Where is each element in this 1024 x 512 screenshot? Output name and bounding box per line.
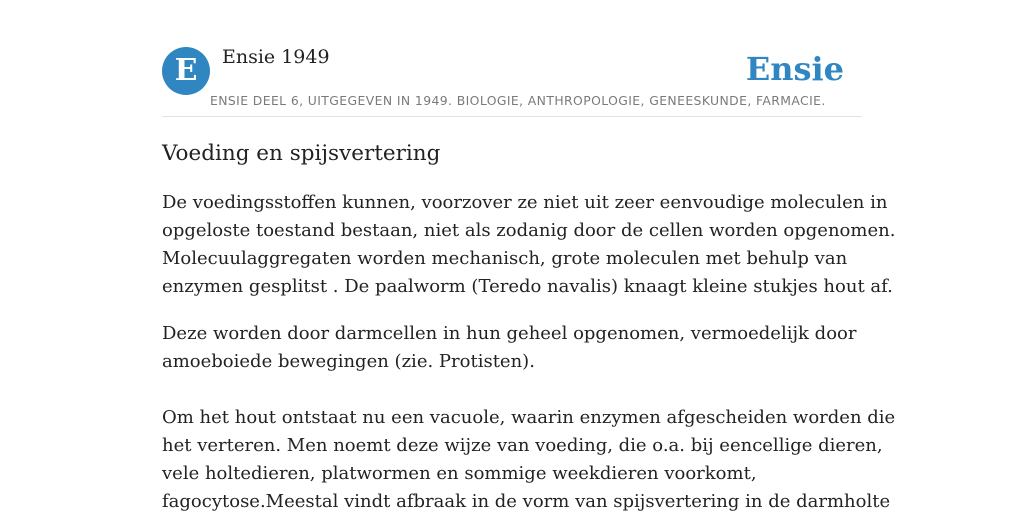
site-header	[162, 46, 862, 117]
paragraph-line: amoeboiede bewegingen (zie. Protisten).	[162, 351, 535, 372]
site-title[interactable]: Ensie 1949	[222, 46, 330, 68]
article-paragraph-2	[162, 320, 862, 376]
paragraph-line: het verteren. Men noemt deze wijze van voeding, die o.a. bij eencellige dieren,	[162, 435, 883, 456]
ensie-logo-badge[interactable]: E	[162, 47, 210, 95]
paragraph-line: opgeloste toestand bestaan, niet als zodanig door de cellen worden opgenomen.	[162, 220, 896, 241]
paragraph-line: De voedingsstoffen kunnen, voorzover ze niet uit zeer eenvoudige moleculen in	[162, 192, 888, 213]
paragraph-line: Om het hout ontstaat nu een vacuole, waarin enzymen afgescheiden worden die	[162, 407, 896, 428]
paragraph-line: Molecuulaggregaten worden mechanisch, grote moleculen met behulp van	[162, 248, 848, 269]
article	[162, 138, 896, 512]
paragraph-line: Deze worden door darmcellen in hun geheel opgenomen, vermoedelijk door	[162, 323, 857, 344]
article-paragraph-3	[162, 404, 896, 512]
paragraph-line: enzymen gesplitst . De paalworm (Teredo navalis) knaagt kleine stukjes hout af.	[162, 276, 893, 297]
site-subtitle: ENSIE DEEL 6, UITGEGEVEN IN 1949. BIOLOGIE, ANTHROPOLOGIE, GENEESKUNDE, FARMACIE.	[210, 93, 826, 108]
paragraph-line: vele holtedieren, platwormen en sommige weekdieren voorkomt,	[162, 463, 757, 484]
paragraph-line: fagocytose.Meestal vindt afbraak in de vorm van spijsvertering in de darmholte	[162, 491, 891, 512]
article-paragraph-1	[162, 189, 896, 301]
article-title: Voeding en spijsvertering	[162, 141, 441, 166]
brand-logo[interactable]: Ensie	[745, 50, 844, 88]
